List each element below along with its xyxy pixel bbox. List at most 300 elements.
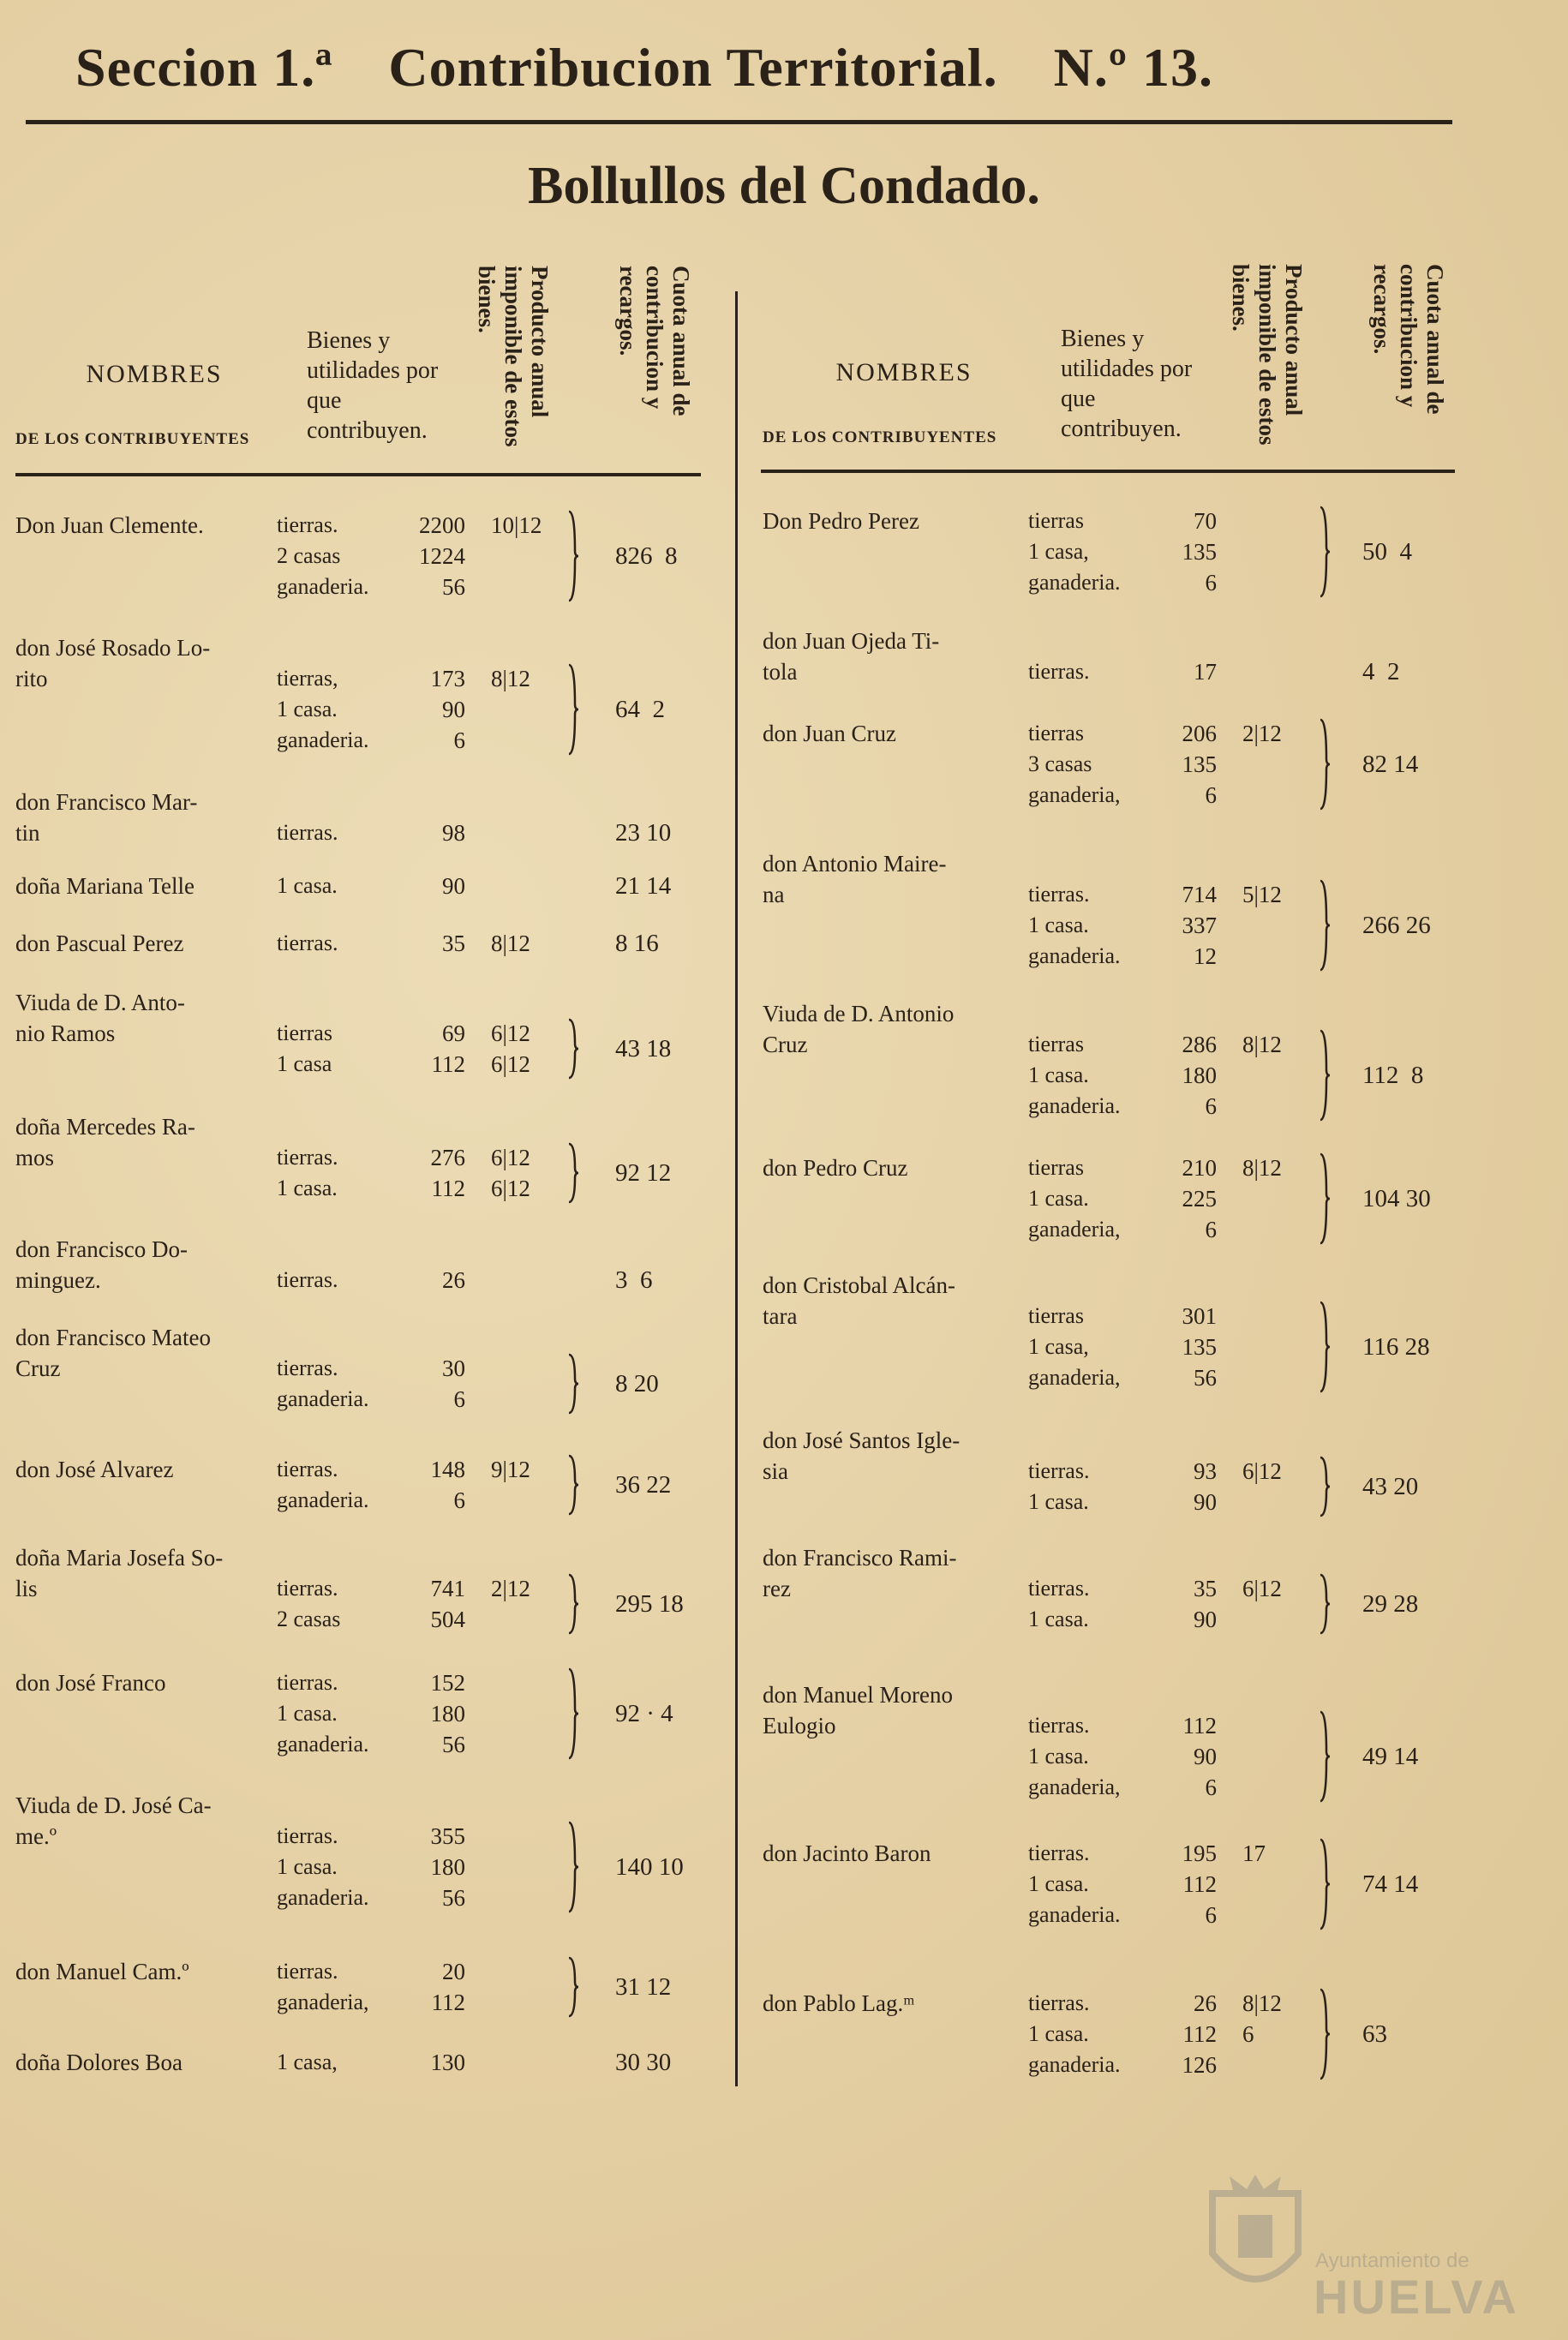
- cuota-value: 43 18: [615, 1035, 672, 1062]
- holding-value: 148: [430, 1457, 465, 1482]
- holding-row: [277, 1956, 465, 1987]
- holding-value: 112: [1182, 2021, 1217, 2047]
- brace-icon: [566, 1667, 580, 1760]
- holding-row: [277, 1485, 465, 1516]
- producto-value: 2|12: [1242, 721, 1282, 746]
- brace-icon: [1318, 506, 1332, 598]
- holding-row: [277, 871, 465, 901]
- holding-row: [1028, 1152, 1217, 1183]
- brace-icon: [1318, 1456, 1332, 1517]
- holding-row: [277, 663, 465, 694]
- contributor-name: don Juan Cruz: [763, 721, 896, 746]
- holding-type: 1 casa.: [1028, 1607, 1089, 1631]
- entry-right-0: [763, 506, 1412, 595]
- holding-value: 206: [1182, 721, 1217, 746]
- holding-row: [1028, 1301, 1217, 1332]
- holding-type: ganaderia.: [1028, 1093, 1121, 1118]
- cuota-value: 30 30: [615, 2049, 672, 2076]
- holding-value: 98: [442, 820, 465, 846]
- holding-value: 6: [1205, 1774, 1217, 1800]
- entry-left-11: [15, 1667, 673, 1757]
- holding-type: ganaderia.: [277, 1885, 369, 1910]
- contributor-name: don Juan Ojeda Ti- tola: [763, 628, 940, 685]
- holding-value: 6: [1205, 570, 1217, 595]
- cuota-header: Cuota anual de contribucion y recargos.: [615, 266, 694, 416]
- entry-right-10: [763, 1838, 1419, 1928]
- producto-value: 9|12: [491, 1457, 530, 1482]
- holdings-list: [1028, 1838, 1217, 1930]
- producto-value: 8|12: [491, 931, 530, 956]
- holding-value: 17: [1194, 659, 1217, 685]
- holdings-list: [1028, 506, 1217, 598]
- holdings-list: [1028, 1710, 1217, 1803]
- contributor-name: Don Pedro Perez: [763, 508, 919, 534]
- holding-type: tierras.: [1028, 882, 1090, 907]
- holding-type: 1 casa.: [1028, 1186, 1089, 1211]
- cuota-value: 63: [1362, 2020, 1387, 2048]
- holding-row: [277, 1018, 465, 1049]
- holding-value: 180: [1182, 1062, 1217, 1088]
- holding-type: 1 casa.: [277, 1176, 338, 1200]
- entry-right-7: [763, 1425, 1419, 1515]
- holding-value: 20: [442, 1959, 465, 1984]
- contributor-name: doña Mariana Telle: [15, 873, 195, 899]
- holding-type: tierras.: [1028, 1458, 1090, 1483]
- holding-value: 90: [1194, 1744, 1217, 1769]
- holding-row: [277, 1384, 465, 1415]
- holding-type: tierras.: [277, 1959, 338, 1984]
- holding-type: tierras: [1028, 508, 1084, 533]
- holding-type: tierras: [277, 1020, 332, 1045]
- holding-row: [277, 928, 465, 959]
- holding-type: ganaderia,: [1028, 782, 1121, 807]
- town-title: Bollullos del Condado.: [528, 157, 1040, 215]
- holding-type: tierras.: [277, 1670, 338, 1695]
- entry-left-8: [15, 1322, 659, 1412]
- holding-row: [277, 1821, 465, 1852]
- holding-row: [1028, 780, 1217, 811]
- holding-value: 93: [1194, 1458, 1217, 1484]
- contributor-name: don Manuel Cam.º: [15, 1959, 189, 1984]
- holding-type: ganaderia.: [1028, 1902, 1121, 1927]
- brace-icon: [1318, 1152, 1332, 1245]
- holding-row: [1028, 879, 1217, 910]
- holding-row: [277, 1667, 465, 1698]
- contributor-name: Don Juan Clemente.: [15, 512, 204, 538]
- holding-type: tierras.: [277, 1145, 338, 1170]
- producto-header: Producto anual imponible de estos bienes.: [474, 266, 553, 447]
- holding-row: [1028, 1091, 1217, 1122]
- holding-type: tierras,: [277, 666, 338, 691]
- contributor-name: doña Maria Josefa So- lis: [15, 1545, 224, 1601]
- brace-icon: [566, 1821, 580, 1913]
- contributor-name: don Francisco Mateo Cruz: [15, 1325, 211, 1381]
- holdings-list: [1028, 879, 1217, 972]
- holdings-list: [1028, 1029, 1217, 1122]
- cuota-value: 64 2: [615, 696, 665, 723]
- producto-value: 6|12 6|12: [491, 1145, 530, 1201]
- holding-row: [1028, 1900, 1217, 1930]
- holding-value: 225: [1182, 1186, 1217, 1212]
- holding-row: [1028, 941, 1217, 972]
- holding-value: 26: [442, 1267, 465, 1293]
- cuota-value: 8 20: [615, 1370, 659, 1397]
- holding-row: [1028, 1487, 1217, 1517]
- names-subheader: DE LOS CONTRIBUYENTES: [15, 430, 250, 448]
- holding-type: ganaderia,: [1028, 1217, 1121, 1242]
- contributor-name: Viuda de D. José Ca- me.º: [15, 1792, 212, 1849]
- holding-value: 276: [430, 1145, 465, 1170]
- cuota-value: 50 4: [1362, 538, 1412, 566]
- holding-value: 180: [430, 1701, 465, 1727]
- holding-row: [277, 541, 465, 572]
- brace-icon: [1318, 1301, 1332, 1393]
- brace-icon: [1318, 1988, 1332, 2080]
- cuota-value: 23 10: [615, 819, 672, 847]
- holding-value: 180: [430, 1854, 465, 1880]
- holdings-list: [1028, 656, 1217, 687]
- holding-type: ganaderia.: [277, 1732, 369, 1756]
- holdings-list: [277, 1018, 465, 1080]
- producto-value: 17: [1242, 1840, 1266, 1866]
- brace-icon: [1318, 1029, 1332, 1122]
- holding-value: 741: [430, 1576, 465, 1601]
- cuota-value: 74 14: [1362, 1870, 1419, 1898]
- holdings-list: [277, 1454, 465, 1516]
- holding-value: 1224: [419, 543, 465, 569]
- holding-value: 112: [431, 1176, 465, 1201]
- cuota-value: 36 22: [615, 1471, 672, 1499]
- holding-row: [277, 1173, 465, 1204]
- holding-row: [1028, 1710, 1217, 1741]
- holding-type: tierras.: [1028, 659, 1090, 684]
- holding-value: 112: [431, 1990, 465, 2015]
- holding-type: 1 casa.: [1028, 1871, 1089, 1896]
- holding-value: 173: [430, 666, 465, 691]
- holding-value: 210: [1182, 1155, 1217, 1181]
- header-number: N.º 13.: [1053, 37, 1213, 98]
- holding-row: [277, 1729, 465, 1760]
- contributor-name: don Pablo Lag.ᵐ: [763, 1990, 915, 2016]
- holding-row: [277, 1049, 465, 1080]
- brace-icon: [566, 663, 580, 756]
- holdings-list: [1028, 1152, 1217, 1245]
- entry-left-0: [15, 510, 678, 600]
- holding-row: [277, 1698, 465, 1729]
- holding-value: 56: [442, 574, 465, 600]
- producto-value: 8|12: [1242, 1032, 1282, 1057]
- cuota-value: 92 12: [615, 1159, 672, 1187]
- entry-left-7: [15, 1234, 653, 1296]
- entry-left-1: [15, 632, 665, 753]
- holding-row: [277, 1353, 465, 1384]
- holdings-list: [277, 1573, 465, 1635]
- holding-row: [1028, 1214, 1217, 1245]
- contributor-name: don José Santos Igle- sia: [763, 1427, 961, 1484]
- holding-row: [277, 1265, 465, 1296]
- holding-row: [1028, 656, 1217, 687]
- holding-type: ganaderia,: [1028, 1365, 1121, 1390]
- holding-value: 35: [442, 931, 465, 956]
- holding-type: 3 casas: [1028, 751, 1092, 776]
- holding-row: [1028, 2019, 1217, 2050]
- holding-type: 1 casa.: [1028, 1489, 1089, 1514]
- contributor-name: don Francisco Do- minguez.: [15, 1236, 188, 1293]
- contributor-name: don José Rosado Lo- rito: [15, 635, 211, 691]
- holdings-list: [1028, 1301, 1217, 1393]
- brace-icon: [566, 1956, 580, 2018]
- holdings-list: [277, 1265, 465, 1296]
- brace-icon: [566, 1142, 580, 1204]
- archive-stamp: [1204, 2168, 1519, 2324]
- holding-value: 12: [1194, 943, 1217, 969]
- holding-type: 1 casa,: [1028, 1334, 1089, 1359]
- holding-value: 130: [430, 2050, 465, 2075]
- holdings-list: [277, 1821, 465, 1913]
- cuota-value: 116 28: [1362, 1333, 1430, 1361]
- bienes-header: Bienes y utilidades por que contribuyen.: [1061, 326, 1193, 442]
- entry-left-3: [15, 871, 672, 901]
- holdings-list: [1028, 1988, 1217, 2080]
- holding-row: [277, 2047, 465, 2078]
- producto-value: 8|12: [1242, 1155, 1282, 1181]
- entry-right-2: [763, 718, 1419, 808]
- holding-value: 90: [1194, 1489, 1217, 1515]
- holding-type: tierras.: [277, 512, 338, 537]
- header-rule: [26, 120, 1452, 124]
- contributor-name: Viuda de D. Anto- nio Ramos: [15, 990, 185, 1046]
- holding-type: tierras.: [1028, 1576, 1090, 1601]
- holding-row: [1028, 1988, 1217, 2019]
- holding-value: 504: [430, 1607, 465, 1632]
- holding-row: [277, 1852, 465, 1882]
- holding-type: ganaderia.: [1028, 2052, 1121, 2077]
- contributor-name: don Cristobal Alcán- tara: [763, 1272, 955, 1329]
- brace-icon: [1318, 1573, 1332, 1635]
- holding-row: [1028, 910, 1217, 941]
- contributor-name: don Pedro Cruz: [763, 1155, 908, 1181]
- holding-type: tierras.: [277, 820, 338, 845]
- holding-value: 6: [1205, 782, 1217, 808]
- cuota-value: 104 30: [1362, 1185, 1431, 1212]
- holding-type: tierras: [1028, 1032, 1084, 1056]
- cuota-value: 31 12: [615, 1973, 672, 2001]
- holding-type: tierras.: [277, 1356, 338, 1380]
- holding-value: 6: [1205, 1902, 1217, 1928]
- holdings-list: [277, 1142, 465, 1204]
- entry-left-4: [15, 928, 659, 959]
- contributor-name: don Jacinto Baron: [763, 1840, 931, 1866]
- brace-icon: [566, 510, 580, 602]
- cuota-value: 92 · 4: [615, 1700, 673, 1727]
- names-header: NOMBRES: [86, 360, 223, 388]
- holding-type: ganaderia.: [277, 1487, 369, 1512]
- holding-type: tierras: [1028, 1155, 1084, 1180]
- brace-icon: [566, 1454, 580, 1516]
- entry-right-4: [763, 998, 1424, 1119]
- page-header: [75, 36, 1254, 99]
- entry-left-6: [15, 1111, 672, 1201]
- contributor-name: doña Mercedes Ra- mos: [15, 1114, 195, 1170]
- header-rule-right: [761, 470, 1455, 473]
- entry-right-3: [763, 848, 1431, 969]
- holding-row: [277, 1882, 465, 1913]
- holding-value: 355: [430, 1823, 465, 1849]
- brace-icon: [1318, 1710, 1332, 1803]
- holdings-list: [1028, 1456, 1217, 1517]
- holding-type: tierras.: [1028, 1990, 1090, 2015]
- holding-value: 135: [1182, 1334, 1217, 1360]
- producto-value: 8|12 6: [1242, 1990, 1282, 2047]
- stamp-line-2: HUELVA: [1314, 2270, 1519, 2324]
- holding-row: [277, 1454, 465, 1485]
- holding-type: 1 casa.: [1028, 1744, 1089, 1768]
- producto-value: 6|12 6|12: [491, 1020, 530, 1077]
- holding-value: 135: [1182, 751, 1217, 777]
- cuota-value: 43 20: [1362, 1473, 1419, 1500]
- holding-value: 56: [1194, 1365, 1217, 1391]
- brace-icon: [566, 1018, 580, 1080]
- stamp-line-1: Ayuntamiento de: [1315, 2249, 1469, 2272]
- holding-value: 112: [1182, 1871, 1217, 1897]
- holding-row: [1028, 1604, 1217, 1635]
- holdings-list: [277, 2047, 465, 2078]
- entry-left-2: [15, 787, 672, 848]
- entry-left-5: [15, 987, 672, 1077]
- holding-type: tierras.: [277, 1823, 338, 1848]
- entry-right-6: [763, 1270, 1430, 1391]
- brace-icon: [566, 1573, 580, 1635]
- entry-left-9: [15, 1454, 672, 1513]
- holding-type: 1 casa.: [1028, 1062, 1089, 1087]
- holding-row: [1028, 1869, 1217, 1900]
- holding-value: 30: [442, 1356, 465, 1381]
- holding-row: [277, 510, 465, 541]
- contributor-name: doña Dolores Boa: [15, 2050, 183, 2075]
- holding-value: 90: [1194, 1607, 1217, 1632]
- holding-type: 1 casa.: [1028, 913, 1089, 937]
- cuota-value: 140 10: [615, 1853, 684, 1881]
- holding-type: ganaderia.: [277, 1386, 369, 1411]
- holdings-list: [277, 510, 465, 602]
- cuota-value: 82 14: [1362, 751, 1419, 778]
- holdings-list: [277, 663, 465, 756]
- holding-type: ganaderia.: [277, 727, 369, 752]
- producto-value: 6|12: [1242, 1576, 1282, 1601]
- holding-row: [1028, 1741, 1217, 1772]
- holding-row: [1028, 718, 1217, 749]
- holding-type: 1 casa: [277, 1051, 332, 1076]
- brace-icon: [1318, 718, 1332, 811]
- holding-type: tierras.: [277, 1457, 338, 1481]
- contributor-name: don José Alvarez: [15, 1457, 174, 1482]
- holding-value: 286: [1182, 1032, 1217, 1057]
- holding-type: ganaderia.: [1028, 570, 1121, 595]
- producto-value: 8|12: [491, 666, 530, 691]
- holding-value: 2200: [419, 512, 465, 538]
- entry-left-12: [15, 1790, 684, 1911]
- holdings-list: [277, 1353, 465, 1415]
- holding-type: tierras.: [1028, 1713, 1090, 1738]
- holdings-list: [1028, 1573, 1217, 1635]
- holding-row: [1028, 1029, 1217, 1060]
- holding-row: [1028, 749, 1217, 780]
- holding-type: tierras: [1028, 721, 1084, 745]
- cuota-value: 295 18: [615, 1590, 684, 1618]
- section-label: Seccion 1.ª: [75, 37, 333, 98]
- holdings-list: [1028, 718, 1217, 811]
- cuota-value: 49 14: [1362, 1743, 1419, 1770]
- holding-value: 90: [442, 697, 465, 722]
- cuota-value: 266 26: [1362, 912, 1431, 939]
- holding-value: 70: [1194, 508, 1217, 534]
- holding-row: [277, 1604, 465, 1635]
- holdings-list: [277, 1956, 465, 2018]
- holding-value: 56: [442, 1885, 465, 1911]
- holding-type: 1 casa,: [277, 2050, 338, 2074]
- holding-value: 69: [442, 1020, 465, 1046]
- holding-value: 26: [1194, 1990, 1217, 2016]
- holding-row: [1028, 1060, 1217, 1091]
- header-rule-left: [15, 473, 701, 476]
- cuota-header: Cuota anual de contribucion y recargos.: [1369, 264, 1448, 415]
- holdings-list: [277, 871, 465, 901]
- holding-row: [1028, 1573, 1217, 1604]
- holding-row: [277, 694, 465, 725]
- holding-type: ganaderia.: [1028, 943, 1121, 968]
- entry-left-14: [15, 2047, 672, 2078]
- producto-value: 6|12: [1242, 1458, 1282, 1484]
- contributor-name: don José Franco: [15, 1670, 166, 1696]
- holding-row: [277, 1573, 465, 1604]
- entry-right-1: [763, 625, 1400, 687]
- holding-type: tierras.: [277, 931, 338, 955]
- coat-of-arms-icon: [1204, 2168, 1307, 2305]
- holding-row: [1028, 1362, 1217, 1393]
- holding-value: 126: [1182, 2052, 1217, 2078]
- holding-row: [277, 1987, 465, 2018]
- entry-right-8: [763, 1542, 1419, 1632]
- contributor-name: don Manuel Moreno Eulogio: [763, 1682, 953, 1739]
- holding-value: 56: [442, 1732, 465, 1757]
- holding-value: 714: [1182, 882, 1217, 907]
- cuota-value: 826 8: [615, 542, 678, 570]
- holding-type: tierras.: [277, 1267, 338, 1292]
- bienes-header: Bienes y utilidades por que contribuyen.: [307, 327, 439, 444]
- holding-value: 6: [453, 1487, 465, 1513]
- producto-value: 5|12: [1242, 882, 1282, 907]
- contributor-name: don Francisco Mar- tin: [15, 789, 198, 846]
- holding-value: 112: [431, 1051, 465, 1077]
- holding-value: 195: [1182, 1840, 1217, 1866]
- holding-row: [1028, 1838, 1217, 1869]
- holdings-list: [277, 1667, 465, 1760]
- holding-row: [277, 817, 465, 848]
- holdings-list: [277, 817, 465, 848]
- holding-type: ganaderia.: [277, 574, 369, 599]
- cuota-value: 8 16: [615, 930, 659, 957]
- holding-row: [277, 572, 465, 602]
- holding-value: 301: [1182, 1303, 1217, 1329]
- holding-value: 35: [1194, 1576, 1217, 1601]
- holding-row: [1028, 506, 1217, 536]
- holding-row: [277, 1142, 465, 1173]
- holding-type: 1 casa.: [277, 1854, 338, 1879]
- brace-icon: [1318, 1838, 1332, 1930]
- holding-row: [277, 725, 465, 756]
- holding-row: [1028, 1183, 1217, 1214]
- holding-type: tierras: [1028, 1303, 1084, 1328]
